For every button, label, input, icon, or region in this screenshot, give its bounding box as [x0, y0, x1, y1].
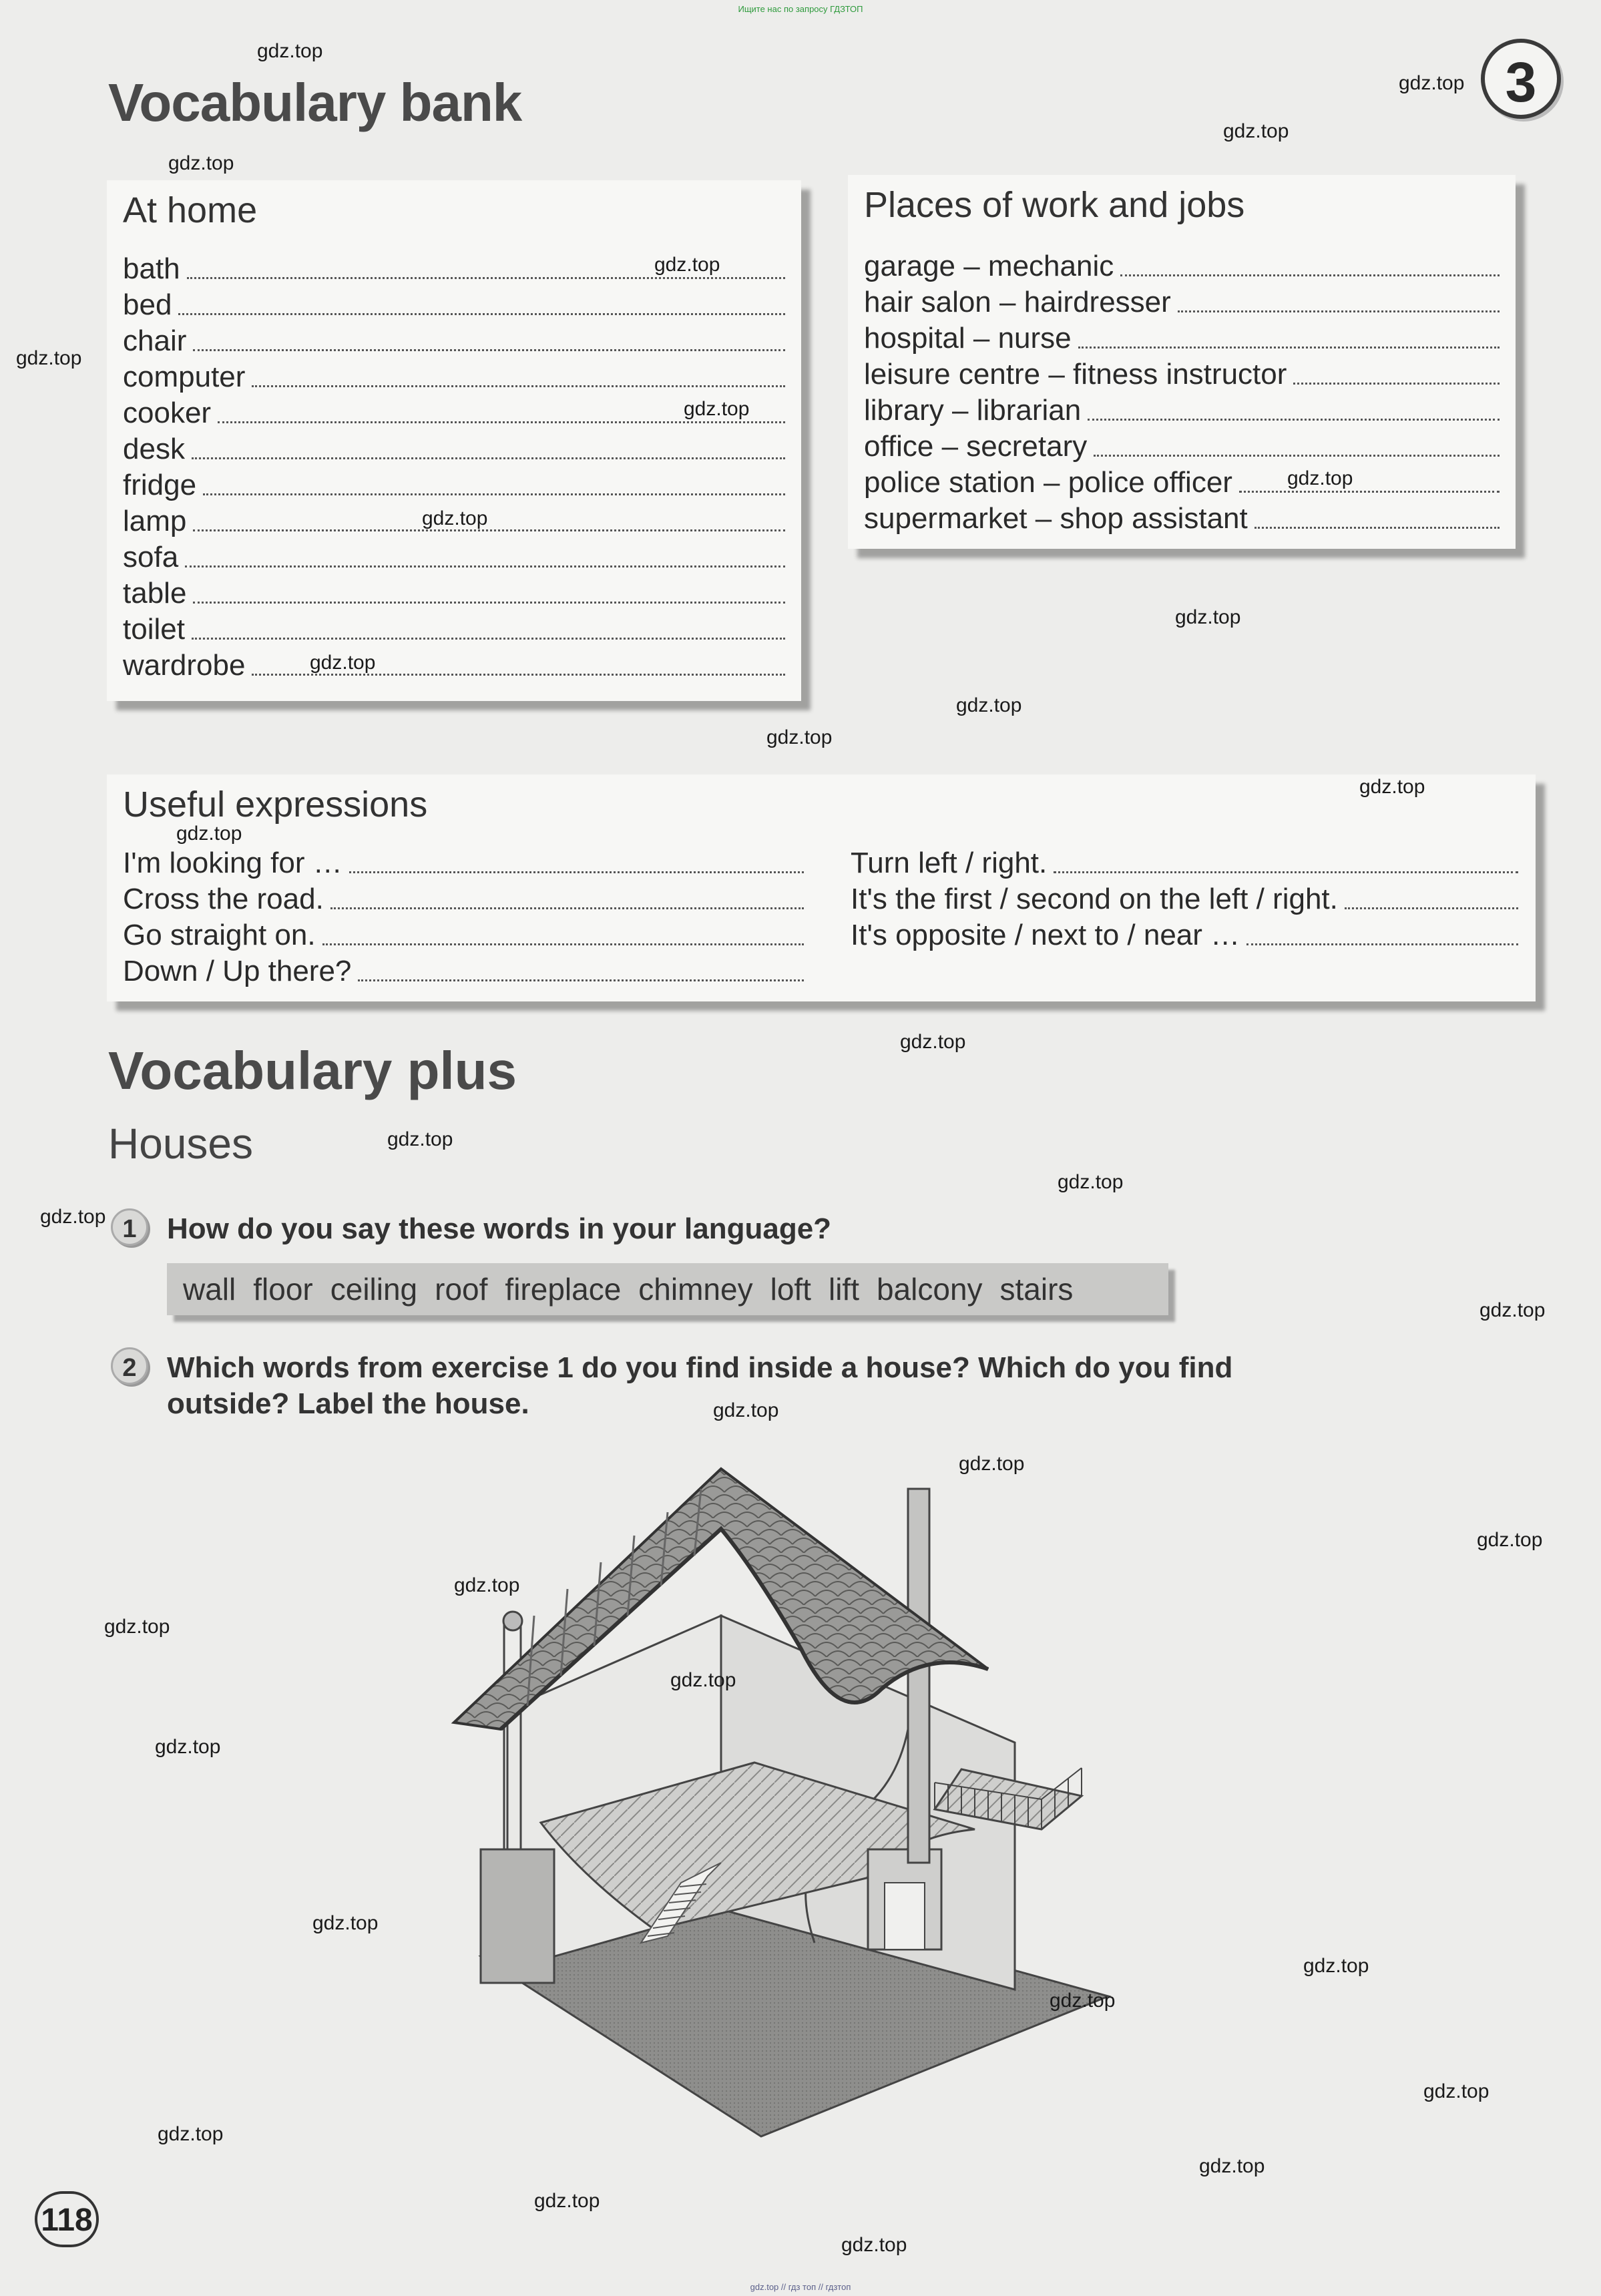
- vocab-row-text: leisure centre – fitness instructor: [864, 358, 1287, 391]
- watermark: gdz.top: [16, 347, 82, 369]
- watermark: gdz.top: [104, 1616, 170, 1638]
- watermark: gdz.top: [534, 2190, 600, 2212]
- bottom-note: gdz.top // гдз топ // гдзтоп: [750, 2282, 851, 2292]
- houses-subtitle: Houses: [108, 1120, 253, 1168]
- answer-line[interactable]: [1239, 491, 1500, 493]
- vocab-row: [123, 359, 785, 395]
- vocab-row-text: Turn left / right.: [851, 847, 1048, 879]
- page-number: 118: [35, 2191, 99, 2247]
- vocab-bank-title: Vocabulary bank: [108, 73, 522, 132]
- watermark: gdz.top: [1359, 776, 1425, 798]
- vocab-row-text: desk: [123, 433, 185, 465]
- vocab-row-text: I'm looking for …: [123, 847, 342, 879]
- word-bank-item: loft: [770, 1272, 811, 1307]
- answer-line[interactable]: [218, 421, 785, 423]
- vocab-row: [864, 284, 1500, 320]
- word-bank-item: ceiling: [330, 1272, 418, 1307]
- answer-line[interactable]: [349, 871, 804, 873]
- answer-line[interactable]: [322, 943, 804, 945]
- watermark: gdz.top: [1399, 72, 1465, 94]
- vocab-row: [123, 612, 785, 648]
- answer-line[interactable]: [1345, 907, 1518, 909]
- answer-line[interactable]: [1246, 943, 1518, 945]
- word-bank-item: roof: [435, 1272, 488, 1307]
- vocab-row: [851, 917, 1518, 953]
- vocab-row: [864, 357, 1500, 393]
- vocab-row: [123, 287, 785, 323]
- vocab-row: [123, 845, 804, 881]
- vocab-row: [123, 323, 785, 359]
- watermark: gdz.top: [1175, 606, 1241, 628]
- answer-line[interactable]: [187, 277, 785, 279]
- vocab-row: [851, 881, 1518, 917]
- vocab-row: [123, 431, 785, 467]
- lift-shape: [481, 1849, 554, 1983]
- answer-line[interactable]: [193, 349, 785, 351]
- answer-line[interactable]: [358, 979, 804, 981]
- vocab-row: [123, 953, 804, 989]
- vocab-row: [123, 467, 785, 503]
- answer-line[interactable]: [178, 313, 785, 315]
- watermark: gdz.top: [454, 1574, 520, 1596]
- chimney-shape: [908, 1489, 929, 1863]
- vocab-row: [123, 648, 785, 684]
- exercise-2-line-1: Which words from exercise 1 do you find inside a house? Which do you find: [167, 1351, 1233, 1384]
- watermark: gdz.top: [1479, 1299, 1546, 1321]
- at-home-list: [123, 251, 785, 684]
- watermark: gdz.top: [956, 694, 1022, 716]
- vocab-row-text: library – librarian: [864, 394, 1082, 427]
- vocab-row-text: wardrobe: [123, 649, 246, 682]
- exercise-2-number: 2: [111, 1347, 148, 1385]
- top-note: Ищите нас по запросу ГДЗТОП: [738, 4, 863, 14]
- vocab-row-text: garage – mechanic: [864, 250, 1114, 282]
- answer-line[interactable]: [185, 565, 785, 567]
- vocab-row-text: cooker: [123, 397, 212, 429]
- vocab-row: [864, 320, 1500, 357]
- vocab-plus-title: Vocabulary plus: [108, 1041, 517, 1100]
- vocab-row-text: toilet: [123, 613, 185, 646]
- answer-line[interactable]: [1178, 310, 1500, 312]
- word-bank-item: stairs: [999, 1272, 1074, 1307]
- watermark: gdz.top: [1477, 1529, 1543, 1551]
- vocab-row-text: police station – police officer: [864, 466, 1232, 499]
- vocab-row-text: chair: [123, 324, 187, 357]
- word-bank-item: wall: [183, 1272, 236, 1307]
- places-box: [848, 175, 1516, 549]
- watermark: gdz.top: [40, 1206, 106, 1228]
- answer-line[interactable]: [192, 638, 785, 640]
- unit-badge: 3: [1481, 39, 1561, 119]
- word-bank-item: chimney: [638, 1272, 753, 1307]
- vocab-row: [123, 576, 785, 612]
- useful-box: [107, 774, 1536, 1001]
- watermark: gdz.top: [1287, 467, 1353, 489]
- word-bank-item: balcony: [876, 1272, 983, 1307]
- watermark: gdz.top: [713, 1399, 779, 1421]
- vocab-row-text: It's opposite / next to / near …: [851, 919, 1240, 951]
- answer-line[interactable]: [1088, 419, 1500, 421]
- watermark: gdz.top: [158, 2123, 224, 2145]
- watermark: gdz.top: [959, 1453, 1025, 1475]
- vocab-row-text: fridge: [123, 469, 197, 501]
- watermark: gdz.top: [312, 1912, 379, 1934]
- watermark: gdz.top: [155, 1736, 221, 1758]
- watermark: gdz.top: [1199, 2155, 1265, 2177]
- watermark: gdz.top: [310, 652, 376, 674]
- watermark: gdz.top: [684, 398, 750, 420]
- vocab-row: [864, 465, 1500, 501]
- vocab-row-text: table: [123, 577, 187, 610]
- vocab-row-text: hospital – nurse: [864, 322, 1072, 355]
- answer-line[interactable]: [252, 385, 785, 387]
- answer-line[interactable]: [1094, 455, 1500, 457]
- vocab-row-text: computer: [123, 361, 246, 393]
- places-title: Places of work and jobs: [864, 185, 1245, 225]
- answer-line[interactable]: [1254, 527, 1500, 529]
- watermark: gdz.top: [422, 507, 488, 529]
- vocab-row-text: bath: [123, 252, 180, 285]
- vocab-row-text: lamp: [123, 505, 187, 537]
- answer-line[interactable]: [1120, 274, 1500, 276]
- word-bank: [167, 1263, 1168, 1315]
- watermark: gdz.top: [257, 40, 323, 62]
- watermark: gdz.top: [176, 823, 242, 845]
- vocab-row: [123, 917, 804, 953]
- watermark: gdz.top: [1303, 1955, 1369, 1977]
- watermark: gdz.top: [1423, 2080, 1490, 2102]
- answer-line[interactable]: [192, 457, 785, 459]
- answer-line[interactable]: [203, 493, 785, 495]
- vocab-row-text: hair salon – hairdresser: [864, 286, 1171, 318]
- useful-title: Useful expressions: [123, 784, 428, 825]
- answer-line[interactable]: [193, 529, 785, 531]
- answer-line[interactable]: [1078, 347, 1500, 349]
- house-illustration: [441, 1449, 1188, 2150]
- watermark: gdz.top: [1050, 1990, 1116, 2012]
- vocab-row-text: Go straight on.: [123, 919, 316, 951]
- watermark: gdz.top: [654, 254, 720, 276]
- vocab-row: [864, 248, 1500, 284]
- vocab-row-text: bed: [123, 288, 172, 321]
- exercise-2-line-2: outside? Label the house.: [167, 1387, 529, 1420]
- useful-right-list: [851, 845, 1518, 989]
- watermark: gdz.top: [670, 1669, 736, 1691]
- watermark: gdz.top: [900, 1031, 966, 1053]
- vocab-row: [864, 393, 1500, 429]
- exercise-2-text: [167, 1350, 1232, 1422]
- at-home-title: At home: [123, 190, 258, 230]
- watermark: gdz.top: [766, 726, 833, 748]
- watermark: gdz.top: [1058, 1171, 1124, 1193]
- vocab-row: [851, 845, 1518, 881]
- watermark: gdz.top: [841, 2234, 907, 2256]
- useful-left-list: [123, 845, 804, 989]
- vocab-row: [864, 501, 1500, 537]
- vocab-row-text: supermarket – shop assistant: [864, 502, 1248, 535]
- exercise-1-text: How do you say these words in your language?: [167, 1212, 832, 1245]
- vocab-row-text: Down / Up there?: [123, 955, 352, 987]
- watermark: gdz.top: [168, 152, 234, 174]
- answer-line[interactable]: [1054, 871, 1518, 873]
- places-list: [864, 248, 1500, 537]
- watermark: gdz.top: [387, 1128, 453, 1150]
- vocab-row-text: Cross the road.: [123, 883, 324, 915]
- answer-line[interactable]: [1293, 383, 1500, 385]
- vocab-row: [864, 429, 1500, 465]
- word-bank-item: fireplace: [505, 1272, 622, 1307]
- answer-line[interactable]: [193, 602, 785, 604]
- exercise-1-number: 1: [111, 1208, 148, 1246]
- vocab-row-text: office – secretary: [864, 430, 1088, 463]
- vocab-row-text: sofa: [123, 541, 179, 573]
- vocab-row-text: It's the first / second on the left / right.: [851, 883, 1338, 915]
- vocab-row: [123, 539, 785, 576]
- answer-line[interactable]: [330, 907, 804, 909]
- word-bank-item: lift: [828, 1272, 859, 1307]
- vocab-row: [123, 881, 804, 917]
- watermark: gdz.top: [1223, 120, 1289, 142]
- word-bank-item: floor: [253, 1272, 313, 1307]
